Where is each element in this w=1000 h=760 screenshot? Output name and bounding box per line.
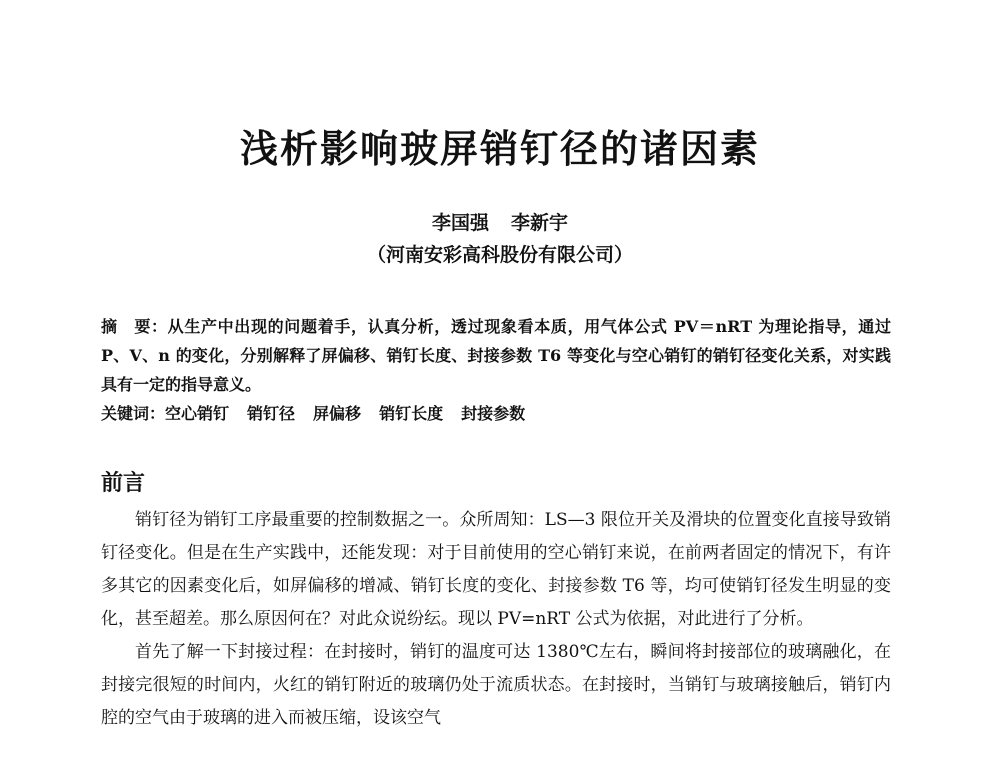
author-name: 李国强 bbox=[431, 212, 489, 234]
body-paragraph: 首先了解一下封接过程：在封接时，销钉的温度可达 1380℃左右，瞬间将封接部位的玻璃融化，在封接完很短的时间内，火红的销钉附近的玻璃仍处于流质状态。在封接时，当销钉与玻璃接触后，销钉内腔的空气由于玻璃的进入而被压缩，设该空气 bbox=[101, 642, 891, 728]
keyword: 销钉长度 bbox=[379, 404, 444, 423]
body-paragraph: 销钉径为销钉工序最重要的控制数据之一。众所周知：LS—3 限位开关及滑块的位置变化直接导致销钉径变化。但是在生产实践中，还能发现：对于目前使用的空心销钉来说，在前两者固定的情况下，有许多其它的因素变化后，如屏偏移的增减、销钉长度的变化、封接参数 T6 等，均可使销钉径发生明显的变化，甚至超差。那么原因何在？对此众说纷纭。现以 PV=nRT 公式为依据，对此进行了分析。 bbox=[101, 510, 891, 629]
section-heading: 前言 bbox=[101, 471, 146, 496]
abstract-label: 摘 要： bbox=[101, 317, 168, 336]
abstract bbox=[101, 312, 891, 399]
keyword: 封接参数 bbox=[461, 404, 526, 423]
keyword: 空心销钉 bbox=[165, 404, 230, 423]
keywords bbox=[101, 399, 891, 428]
author-name: 李新宇 bbox=[511, 212, 569, 234]
section-body bbox=[101, 504, 891, 735]
abstract-text: 从生产中出现的问题着手，认真分析，透过现象看本质，用气体公式 PV＝nRT 为理论指导，通过 P、V、n 的变化，分别解释了屏偏移、销钉长度、封接参数 T6 等变化与空心销钉的销钉径变化关系，对实践具有一定的指导意义。 bbox=[101, 317, 891, 394]
keyword: 销钉径 bbox=[247, 404, 296, 423]
article-title: 浅析影响玻屏销钉径的诸因素 bbox=[239, 127, 760, 171]
keywords-label: 关键词： bbox=[101, 404, 166, 423]
keyword: 屏偏移 bbox=[313, 404, 362, 423]
author-affiliation: （河南安彩高科股份有限公司） bbox=[366, 244, 633, 266]
author-line bbox=[0, 208, 1000, 235]
